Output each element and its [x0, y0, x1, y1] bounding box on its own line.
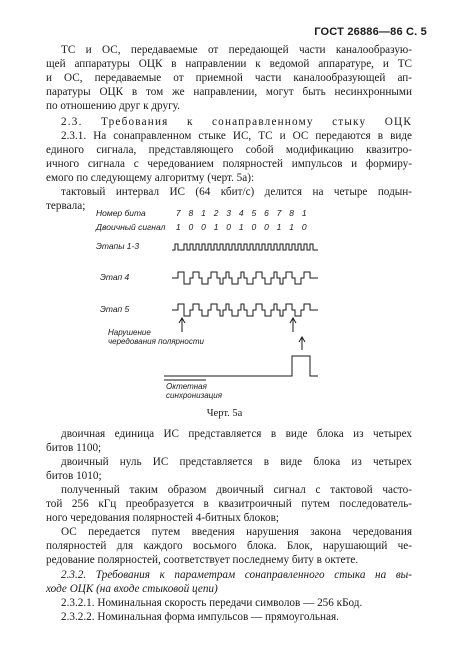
waveform-stage-5: [172, 304, 318, 316]
binary-value: 1: [276, 222, 282, 232]
binary-value: 0: [201, 222, 206, 232]
bit-number: 6: [264, 208, 269, 218]
bit-number: 1: [301, 208, 307, 218]
zero-line-1: двоичный нуль ИС представляется в виде блока из четырех: [61, 456, 412, 468]
binary-value: 1: [238, 222, 244, 232]
label-binary-signal: Двоичный сигнал: [96, 222, 166, 232]
label-violation-2: чередования полярности: [108, 337, 204, 346]
label-stages-1-3: Этапы 1-3: [96, 241, 140, 251]
zero-line-2: битов 1010;: [46, 470, 102, 482]
p1-line-3: и ОС, передаваемые от приемной части каналообразующей ап-: [46, 72, 412, 84]
bit-number: 2: [213, 208, 219, 218]
waveform-stage-4: [172, 272, 318, 284]
p1-line-1: ТС и ОС, передаваемые от передающей части каналообразую-: [61, 44, 412, 56]
timing-diagram-figure: [96, 206, 346, 402]
one-line-1: двоичная единица ИС представляется в виде блока из четырех: [61, 428, 412, 440]
bit-number: 7: [175, 208, 181, 218]
p1-line-2: щей аппаратуры ОЦК в направлении к ведомой аппаратуре, и ТС: [46, 58, 412, 70]
label-bit-number: Номер бита: [96, 208, 146, 218]
label-violation-1: Нарушение: [108, 328, 151, 337]
p1-line-5: по отношению друг к другу.: [46, 100, 180, 112]
p231-line-1: 2.3.1. На сонаправленном стыке ИС, ТС и ОС передаются в виде: [61, 130, 412, 142]
received-line-2: той 256 кГц преобразуется в квазитроичный путем последователь-: [46, 498, 412, 510]
one-line-2: битов 1100;: [46, 442, 102, 454]
bit-number: 4: [238, 208, 244, 218]
received-line-1: полученный таким образом двоичный сигнал с тактовой часто-: [61, 484, 412, 496]
binary-value: 1: [213, 222, 219, 232]
h232-line-2: ходе ОЦК (на входе стыковой цепи): [46, 583, 218, 595]
binary-value: 0: [301, 222, 307, 232]
os-line-2: полярностей для каждого восьмого блока. Блок, нарушающий че-: [46, 540, 412, 552]
p2322-line: 2.3.2.2. Номинальная форма импульсов — прямоугольная.: [61, 611, 339, 623]
bit-number: 8: [289, 208, 294, 218]
p231-line-2: единого сигнала, представляющего собой модификацию квазитро-: [46, 144, 412, 156]
binary-value: 0: [251, 222, 257, 232]
bit-number-row: [172, 208, 311, 218]
p2321-line: 2.3.2.1. Номинальная скорость передачи символов — 256 кБод.: [61, 597, 363, 609]
p231-line-4: емого по следующему алгоритму (черт. 5а):: [46, 172, 255, 184]
bit-number: 7: [276, 208, 282, 218]
interval-line-1: тактовый интервал ИС (64 кбит/с) делится на четыре подын-: [61, 186, 412, 198]
section-heading-2-3: 2.3. Требования к сонаправленному стыку ОЦК: [61, 116, 412, 128]
bit-number: 8: [188, 208, 194, 218]
os-line-3: редование полярностей, соответствует последнему биту в октете.: [46, 554, 359, 566]
timing-diagram-svg: [96, 206, 346, 402]
h232-line-1: 2.3.2. Требования к параметрам сонаправленного стыка на вы-: [61, 569, 412, 581]
octet-sync-pulse: [164, 356, 318, 376]
binary-value: 0: [264, 222, 269, 232]
waveform-stages-1-3: [172, 244, 318, 250]
standard-header: ГОСТ 26886—86 С. 5: [314, 26, 427, 38]
figure-caption: Черт. 5а: [206, 408, 243, 419]
label-sync-2: синхронизация: [166, 391, 222, 400]
p1-line-4: паратуры ОЦК в том же направлении, могут быть несинхронными: [46, 86, 412, 98]
bit-number: 1: [201, 208, 206, 218]
binary-value-row: [172, 222, 311, 232]
p231-line-3: ичного сигнала с чередованием полярностей импульсов и формиру-: [46, 158, 412, 170]
label-sync-1: Октетная: [166, 382, 207, 391]
interval-line-2: тервала;: [46, 200, 86, 212]
binary-value: 1: [289, 222, 294, 232]
bit-number: 3: [226, 208, 232, 218]
binary-value: 1: [175, 222, 181, 232]
label-stage-4: Этап 4: [100, 272, 130, 282]
received-line-3: ного чередования полярностей 4-битных блоков;: [46, 512, 280, 524]
binary-value: 0: [226, 222, 232, 232]
os-line-1: ОС передается путем введения нарушения закона чередования: [61, 526, 412, 538]
binary-value: 0: [188, 222, 194, 232]
bit-number: 5: [251, 208, 257, 218]
label-stage-5: Этап 5: [100, 304, 130, 314]
